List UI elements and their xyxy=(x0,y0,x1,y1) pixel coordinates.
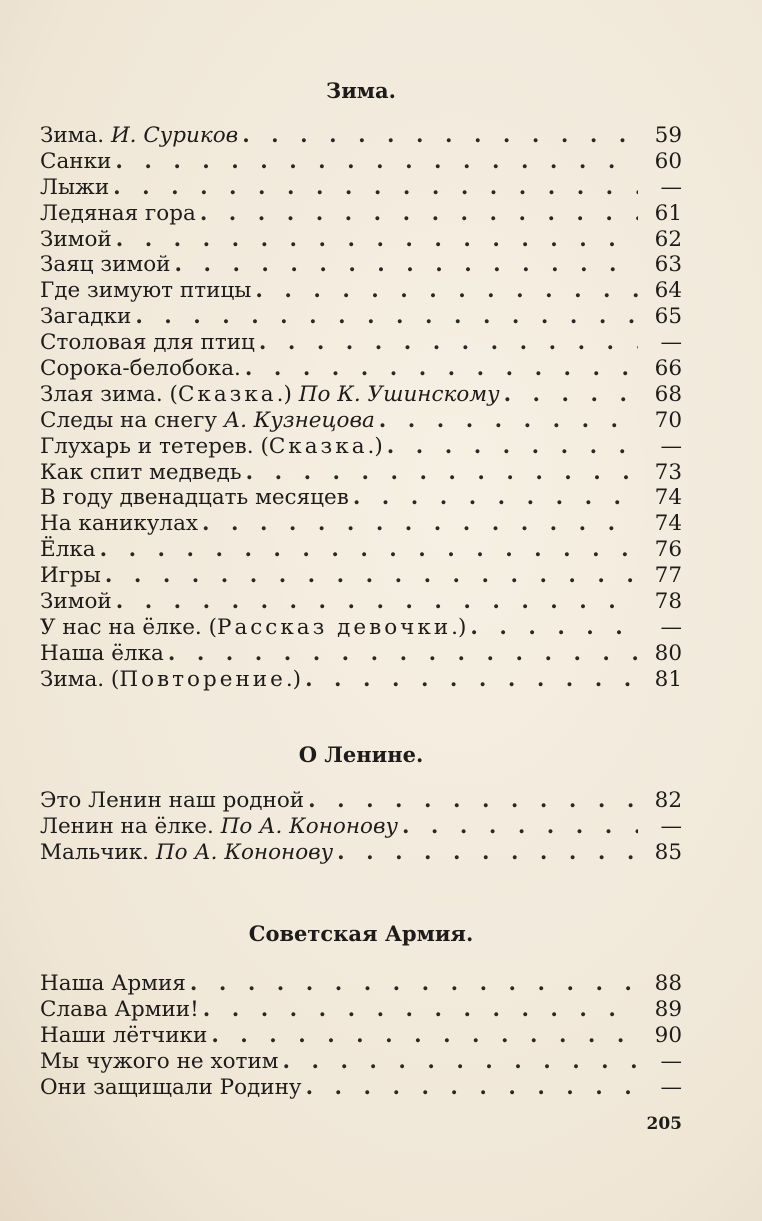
toc-entry-page: — xyxy=(660,1074,682,1100)
dot-leader xyxy=(402,814,638,840)
toc-entry xyxy=(40,201,682,227)
dot-leader xyxy=(113,175,638,201)
toc-entry-title: Наши лётчики xyxy=(40,1022,208,1048)
toc-entry-page: 62 xyxy=(654,226,682,252)
toc-entry xyxy=(40,840,682,866)
dot-leader xyxy=(245,356,638,382)
toc-entry-title: Злая зима. (Сказка.) По К. Ушинскому xyxy=(40,381,500,407)
toc-entry xyxy=(40,434,682,460)
toc-entry-title: Зимой xyxy=(40,226,112,252)
toc-entry xyxy=(40,997,682,1023)
toc-entry xyxy=(40,304,682,330)
toc-entry xyxy=(40,485,682,511)
toc-entry-title: Наша ёлка xyxy=(40,640,164,666)
toc-entry-page: 65 xyxy=(654,304,682,330)
toc-entry-author: И. Суриков xyxy=(110,123,239,148)
toc-entry-page: 80 xyxy=(654,640,682,666)
toc-entry-page: 68 xyxy=(654,381,682,407)
toc-entry xyxy=(40,563,682,589)
toc-entry-title: Следы на снегу А. Кузнецова xyxy=(40,407,375,433)
toc-entry-author: По А. Кононову xyxy=(155,839,334,865)
toc-entry xyxy=(40,382,682,408)
toc-entry-title: Зима. И. Суриков xyxy=(40,123,239,148)
toc-entry xyxy=(40,615,682,641)
toc-entry xyxy=(40,814,682,840)
page-number: 205 xyxy=(646,1114,682,1134)
toc-entry-page: 74 xyxy=(654,511,682,537)
dot-leader xyxy=(308,788,638,814)
toc-entry-page: 82 xyxy=(654,788,682,813)
toc-entry xyxy=(40,589,682,615)
toc-entry xyxy=(40,227,682,253)
toc-entry-page: 59 xyxy=(654,123,682,148)
toc-entry xyxy=(40,175,682,201)
toc-entry-title: У нас на ёлке. (Рассказ девочки.) xyxy=(40,614,467,640)
toc-entry-title: Заяц зимой xyxy=(40,252,171,278)
toc-entry-title: Наша Армия xyxy=(40,971,186,996)
toc-entry-title: Зима. (Повторение.) xyxy=(40,666,302,692)
toc-entry-page: 70 xyxy=(654,407,682,433)
toc-entry-page: 60 xyxy=(654,148,682,174)
toc-entry xyxy=(40,537,682,563)
toc-entry-title: Это Ленин наш родной xyxy=(40,788,305,813)
toc-entry-title: Ёлка xyxy=(40,537,96,563)
toc-entry-page: — xyxy=(660,174,682,200)
dot-leader xyxy=(337,840,638,866)
dot-leader xyxy=(504,382,638,408)
dot-leader xyxy=(211,1023,638,1049)
dot-leader xyxy=(259,330,638,356)
toc-entry-title: Мальчик. По А. Кононову xyxy=(40,839,334,865)
toc-entry-page: 74 xyxy=(654,485,682,511)
dot-leader xyxy=(283,1049,639,1075)
toc-entry-title: Глухарь и тетерев. (Сказка.) xyxy=(40,433,383,459)
dot-leader xyxy=(168,641,638,667)
toc-entry xyxy=(40,971,682,997)
dot-leader xyxy=(246,460,638,486)
section-title-lenin: О Ленине. xyxy=(298,742,424,767)
toc-entry-page: 66 xyxy=(654,356,682,382)
toc-entry-page: — xyxy=(660,433,682,459)
toc-entry xyxy=(40,408,682,434)
toc-entry-title: Зимой xyxy=(40,589,112,615)
toc-entry-genre: Рассказ девочки xyxy=(216,614,452,640)
section-winter xyxy=(40,76,682,693)
toc-entry-page: 76 xyxy=(654,537,682,563)
dot-leader xyxy=(353,485,638,511)
section-lenin xyxy=(40,740,682,866)
toc-entry xyxy=(40,667,682,693)
toc-entry-page: 64 xyxy=(654,278,682,304)
toc-entry-page: 90 xyxy=(654,1022,682,1048)
toc-entry xyxy=(40,511,682,537)
toc-entry-title: Ледяная гора xyxy=(40,200,196,226)
toc-entry-page: 81 xyxy=(654,666,682,692)
toc-entry-author: А. Кузнецова xyxy=(223,407,375,433)
dot-leader xyxy=(203,997,638,1023)
toc-entry xyxy=(40,1023,682,1049)
toc-entry-title: Игры xyxy=(40,563,101,589)
toc-entry-title: Санки xyxy=(40,148,112,174)
toc-entry xyxy=(40,330,682,356)
dot-leader xyxy=(242,123,638,149)
dot-leader xyxy=(200,201,638,227)
toc-list-army xyxy=(40,971,682,1100)
dot-leader xyxy=(175,252,639,278)
toc-entry-title: Где зимуют птицы xyxy=(40,278,252,304)
dot-leader xyxy=(305,667,638,693)
toc-entry-title: Мы чужого не хотим xyxy=(40,1048,279,1074)
toc-entry xyxy=(40,1049,682,1075)
dot-leader xyxy=(115,149,638,175)
toc-entry-page: — xyxy=(660,1048,682,1074)
toc-entry xyxy=(40,1075,682,1101)
toc-entry-page: 78 xyxy=(654,589,682,615)
toc-entry-title: Сорока-белобока. xyxy=(40,356,241,382)
toc-entry-title: Ленин на ёлке. По А. Кононову xyxy=(40,813,398,839)
toc-entry-title: Они защищали Родину xyxy=(40,1074,302,1100)
toc-entry-page: — xyxy=(660,813,682,839)
dot-leader xyxy=(379,408,638,434)
toc-entry xyxy=(40,788,682,814)
toc-entry xyxy=(40,460,682,486)
toc-entry xyxy=(40,278,682,304)
dot-leader xyxy=(116,589,638,615)
toc-entry-genre: Повторение xyxy=(119,666,286,692)
toc-entry-title: В году двенадцать месяцев xyxy=(40,485,349,511)
toc-entry-page: — xyxy=(660,330,682,356)
section-army xyxy=(40,919,682,1100)
dot-leader xyxy=(255,278,638,304)
dot-leader xyxy=(135,304,638,330)
toc-entry-genre: Сказка xyxy=(268,433,368,459)
toc-entry-title: Слава Армии! xyxy=(40,996,199,1022)
toc-entry-genre: Сказка xyxy=(177,381,277,407)
toc-entry-title: Столовая для птиц xyxy=(40,330,255,356)
toc-entry-page: 61 xyxy=(654,200,682,226)
section-title-army: Советская Армия. xyxy=(248,921,474,946)
toc-entry-page: 89 xyxy=(654,996,682,1022)
toc-list-lenin xyxy=(40,788,682,866)
dot-leader xyxy=(202,511,638,537)
toc-entry xyxy=(40,149,682,175)
toc-entry-title: Лыжи xyxy=(40,174,110,200)
toc-list-winter xyxy=(40,123,682,693)
section-title-winter: Зима. xyxy=(326,78,396,103)
dot-leader xyxy=(100,537,638,563)
toc-entry-title: На каникулах xyxy=(40,511,199,537)
dot-leader xyxy=(190,971,638,997)
toc-entry-title: Как спит медведь xyxy=(40,459,242,485)
dot-leader xyxy=(116,227,638,253)
toc-entry-title: Загадки xyxy=(40,304,132,330)
dot-leader xyxy=(470,615,638,641)
toc-entry-page: 77 xyxy=(654,563,682,589)
toc-entry xyxy=(40,123,682,149)
toc-entry-page: — xyxy=(660,614,682,640)
toc-entry-page: 63 xyxy=(654,252,682,278)
toc-entry xyxy=(40,252,682,278)
toc-entry xyxy=(40,641,682,667)
toc-entry xyxy=(40,356,682,382)
toc-entry-page: 85 xyxy=(654,839,682,865)
dot-leader xyxy=(105,563,638,589)
toc-entry-page: 88 xyxy=(654,971,682,996)
toc-entry-page: 73 xyxy=(654,459,682,485)
toc-entry-author: По А. Кононову xyxy=(220,813,398,839)
dot-leader xyxy=(306,1075,638,1101)
dot-leader xyxy=(387,434,638,460)
toc-entry-author: По К. Ушинскому xyxy=(298,381,500,407)
